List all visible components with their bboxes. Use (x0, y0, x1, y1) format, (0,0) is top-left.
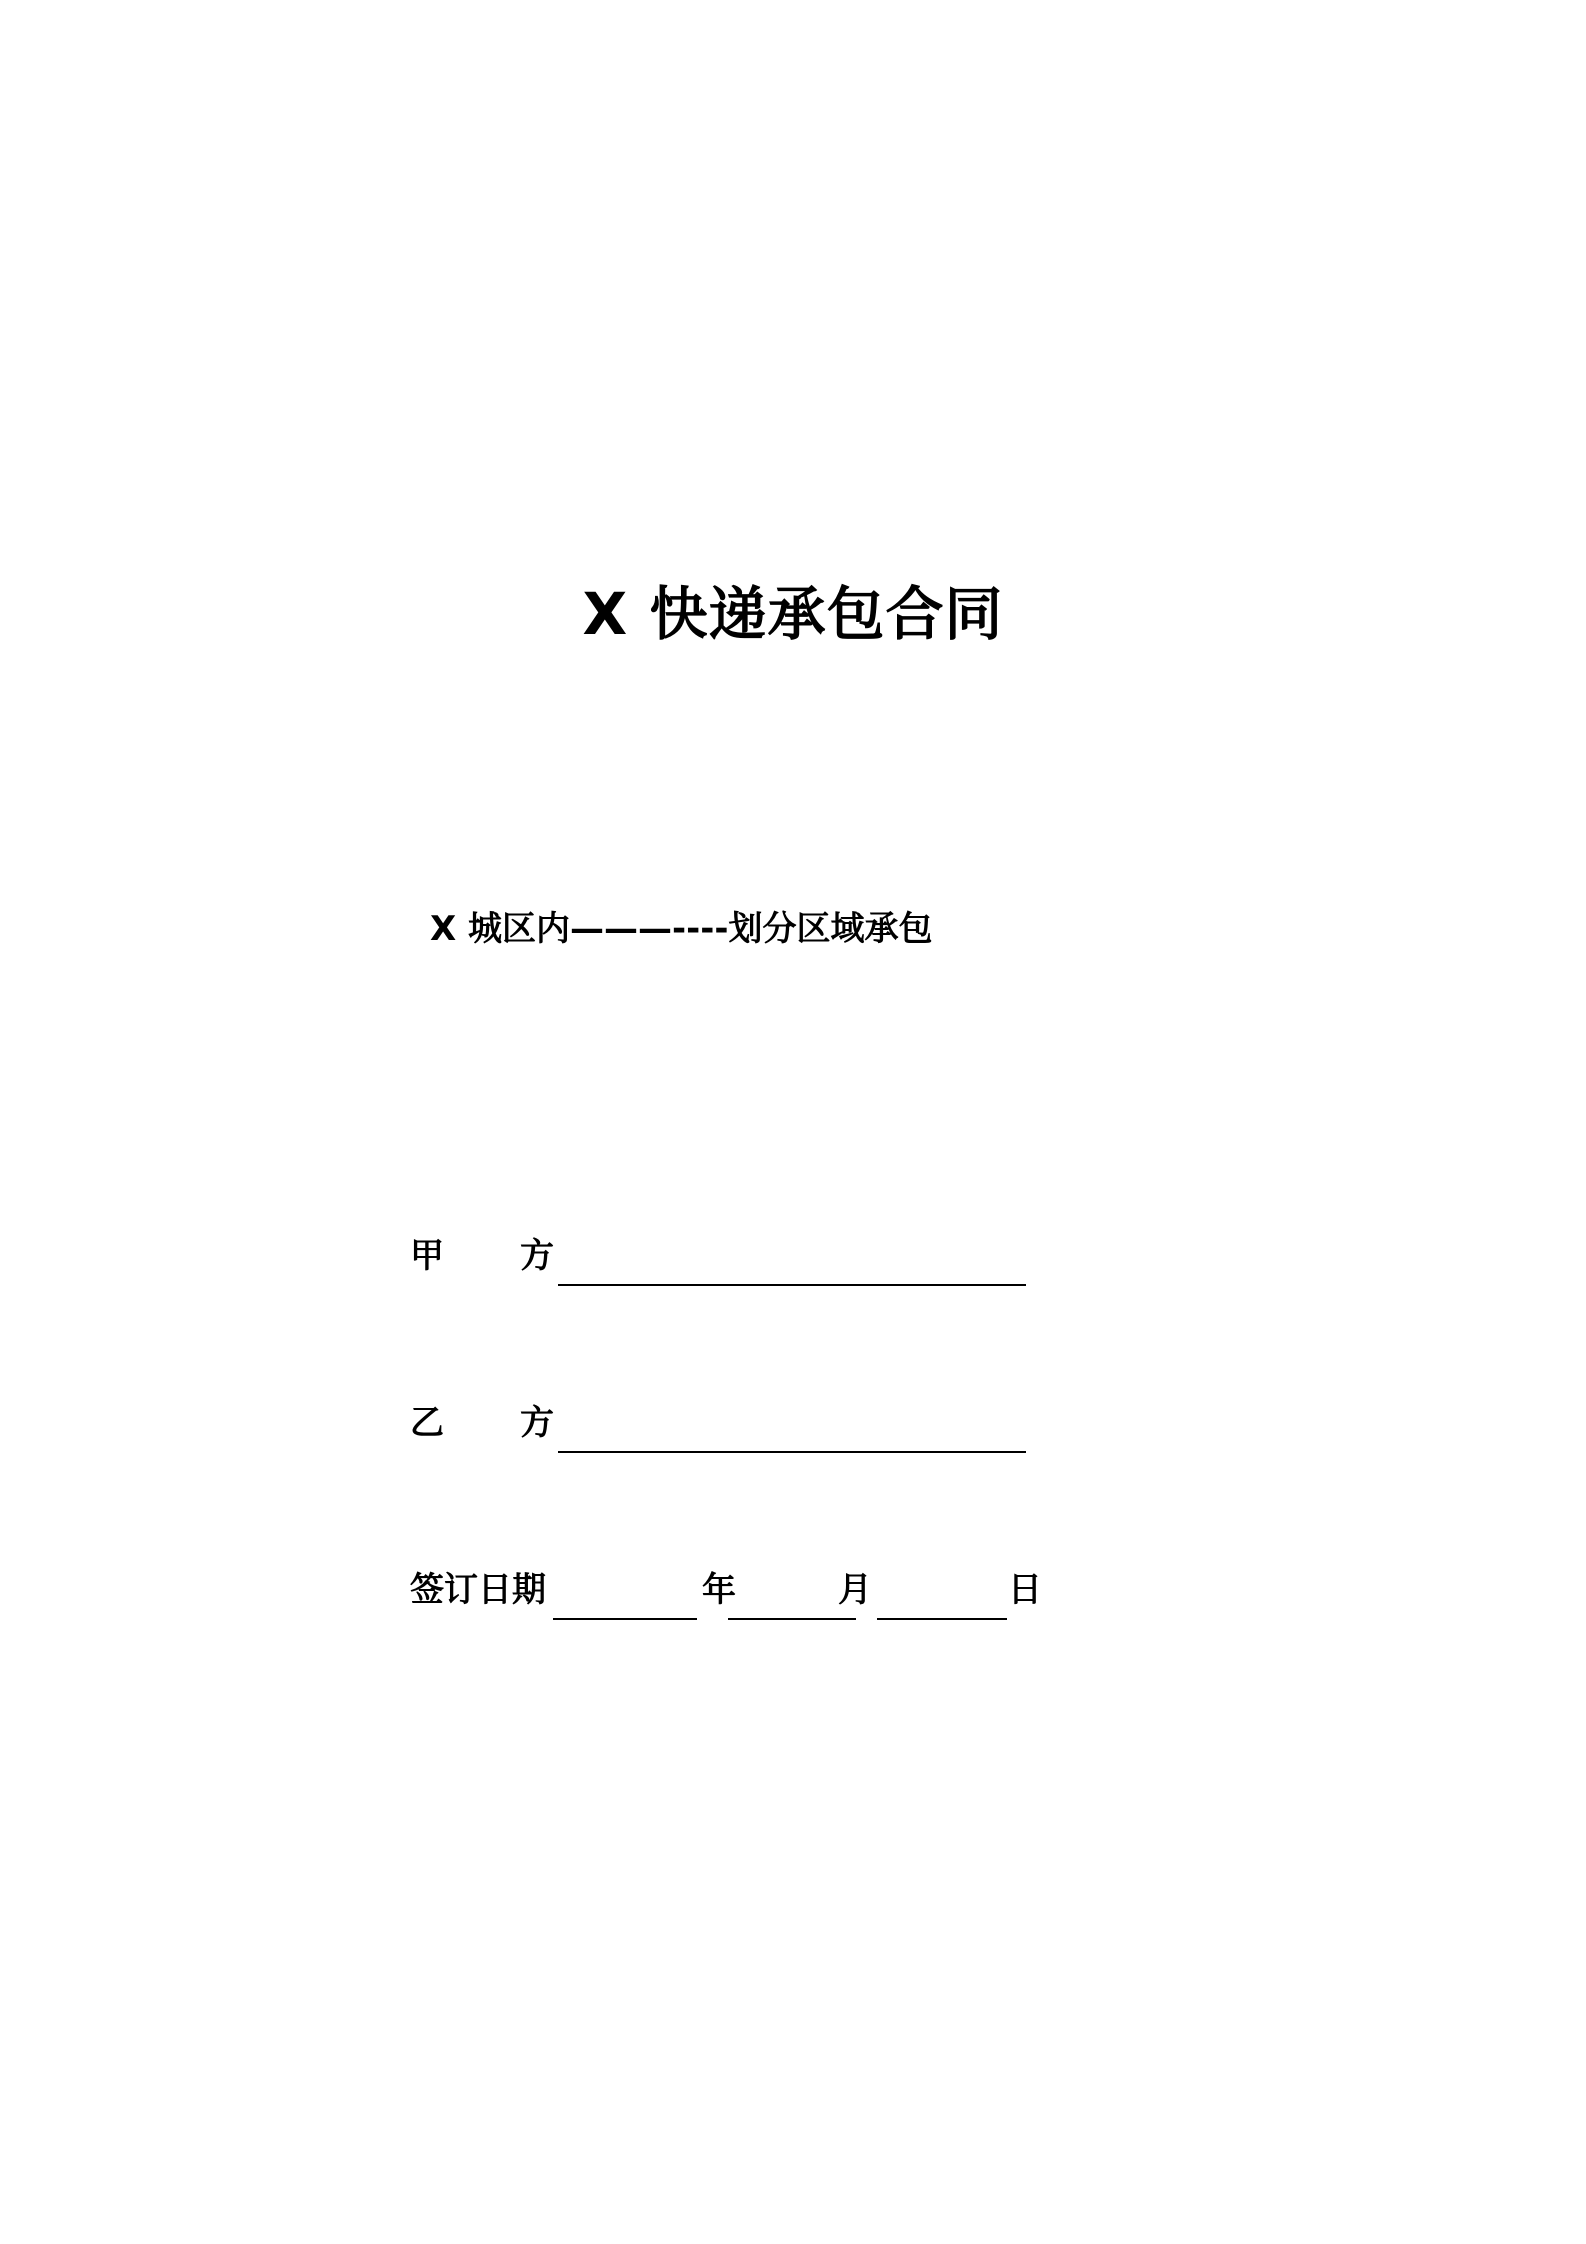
signing-date-row (410, 1566, 1050, 1626)
party-a-label-char2: 方 (520, 1236, 554, 1276)
party-b-blank-line (558, 1451, 1026, 1453)
party-b-label-char2: 方 (520, 1403, 554, 1443)
party-a-row (410, 1232, 1030, 1292)
party-a-label-char1: 甲 (410, 1236, 444, 1276)
year-blank-line (597, 1618, 697, 1620)
year-label: 年 (702, 1570, 736, 1610)
day-blank-line (877, 1618, 1007, 1620)
signing-date-lead-line (553, 1618, 597, 1620)
month-label: 月 (838, 1570, 872, 1610)
day-label: 日 (1008, 1570, 1042, 1610)
contract-title: X 快递承包合同 (582, 580, 1004, 648)
contract-subtitle: X 城区内———----划分区域承包 (430, 909, 933, 949)
month-blank-line (728, 1618, 856, 1620)
party-a-blank-line (558, 1284, 1026, 1286)
signing-date-label: 签订日期 (410, 1570, 546, 1610)
party-b-label-char1: 乙 (410, 1403, 444, 1443)
party-b-row (410, 1399, 1030, 1459)
